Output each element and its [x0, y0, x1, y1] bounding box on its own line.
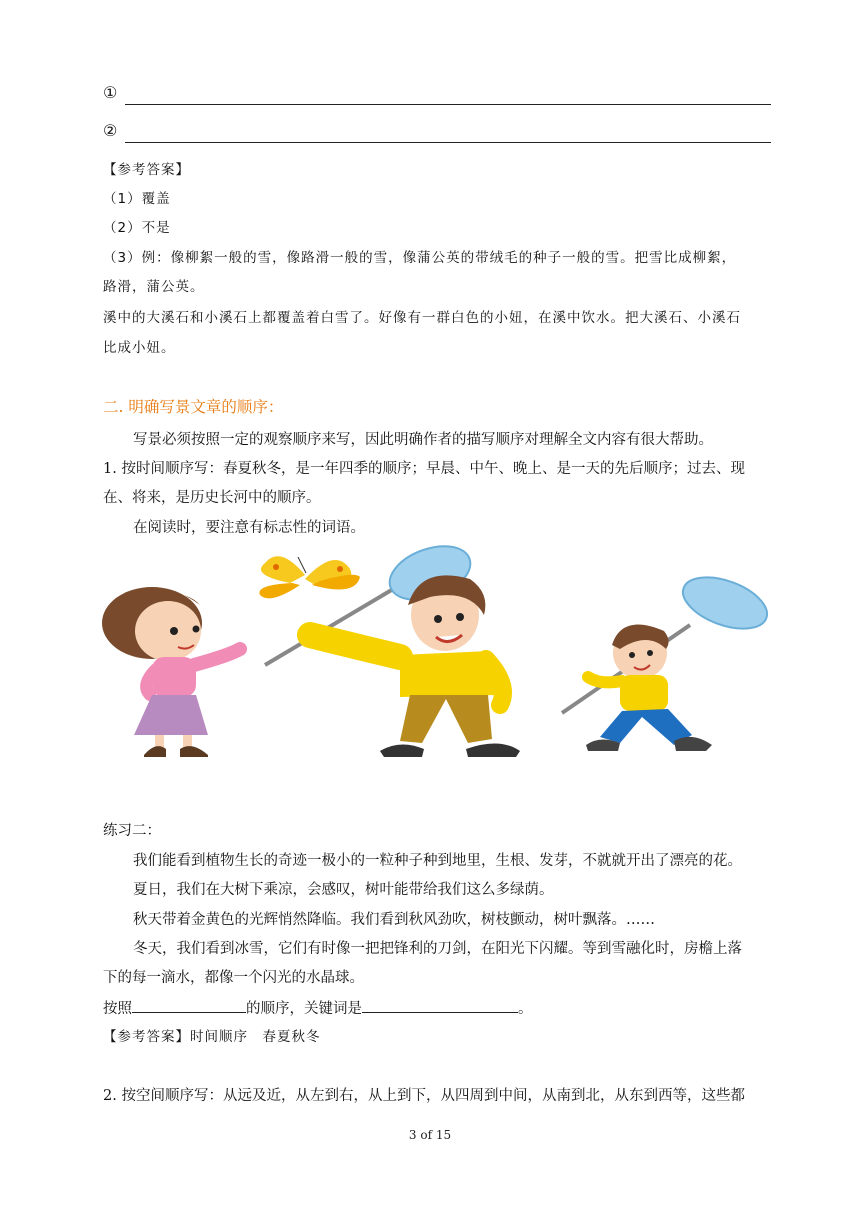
section-intro: 写景必须按照一定的观察顺序来写，因此明确作者的描写顺序对理解全文内容有很大帮助。 [133, 432, 713, 448]
question-middle: 的顺序，关键词是 [246, 1001, 362, 1017]
answer-extra-line-2: 比成小妞。 [103, 340, 176, 356]
point-1-line-2: 在、将来，是历史长河中的顺序。 [103, 490, 321, 506]
answer-item-3-line-1: （3）例：像柳絮一般的雪，像路滑一般的雪，像蒲公英的带绒毛的种子一般的雪。把雪比成柳絮， [103, 250, 737, 266]
answer-item-3-line-2: 路滑，蒲公英。 [103, 279, 205, 295]
answer-item-1: （1）覆盖 [103, 191, 171, 207]
answer-blank-line-1[interactable] [103, 83, 771, 105]
family-butterfly-illustration [100, 545, 772, 770]
answer-blank-line-2[interactable] [103, 121, 771, 143]
underline-rule [125, 142, 771, 143]
answer-extra-line-1: 溪中的大溪石和小溪石上都覆盖着白雪了。好像有一群白色的小妞，在溪中饮水。把大溪石、小溪石 [103, 310, 741, 326]
exercise-paragraph-4-line-1: 冬天，我们看到冰雪，它们有时像一把把锋利的刀剑，在阳光下闪耀。等到雪融化时，房檐上落 [133, 941, 742, 957]
butterfly-figure [259, 556, 360, 598]
point-1-line-1: 1. 按时间顺序写：春夏秋冬，是一年四季的顺序；早晨、中午、晚上、是一天的先后顺序；过去、现 [103, 461, 745, 477]
reading-note: 在阅读时，要注意有标志性的词语。 [133, 520, 365, 536]
page-number: 3 of 15 [408, 1128, 452, 1142]
question-end: 。 [518, 1001, 533, 1017]
underline-rule [125, 104, 771, 105]
exercise-reference-answer: 【参考答案】时间顺序 春夏秋冬 [103, 1029, 321, 1045]
section-heading: 二. 明确写景文章的顺序： [103, 398, 284, 416]
question-prefix: 按照 [103, 1001, 132, 1017]
father-figure [265, 545, 520, 757]
exercise-paragraph-1: 我们能看到植物生长的奇迹一极小的一粒种子种到地里，生根、发芽，不就就开出了漂亮的花。 [133, 853, 742, 869]
exercise-paragraph-4-line-2: 下的每一滴水，都像一个闪光的水晶球。 [103, 970, 364, 986]
reference-answer-title: 【参考答案】 [103, 162, 190, 178]
circled-number-1: ① [103, 83, 118, 102]
girl-figure [102, 587, 240, 757]
boy-figure [562, 567, 772, 751]
exercise-paragraph-3: 秋天带着金黄色的光辉悄然降临。我们看到秋风劲吹，树枝颤动，树叶飘落。…… [133, 912, 655, 928]
blank-keyword-answer[interactable] [362, 998, 518, 1013]
fill-in-question [103, 998, 533, 1019]
circled-number-2: ② [103, 121, 118, 140]
exercise-title: 练习二： [103, 823, 161, 839]
answer-item-2: （2）不是 [103, 220, 171, 236]
point-2-line-1: 2. 按空间顺序写：从远及近，从左到右，从上到下，从四周到中间，从南到北，从东到西等，这些都 [103, 1088, 745, 1104]
blank-order-answer[interactable] [132, 998, 246, 1013]
exercise-paragraph-2: 夏日，我们在大树下乘凉，会感叹，树叶能带给我们这么多绿荫。 [133, 882, 554, 898]
